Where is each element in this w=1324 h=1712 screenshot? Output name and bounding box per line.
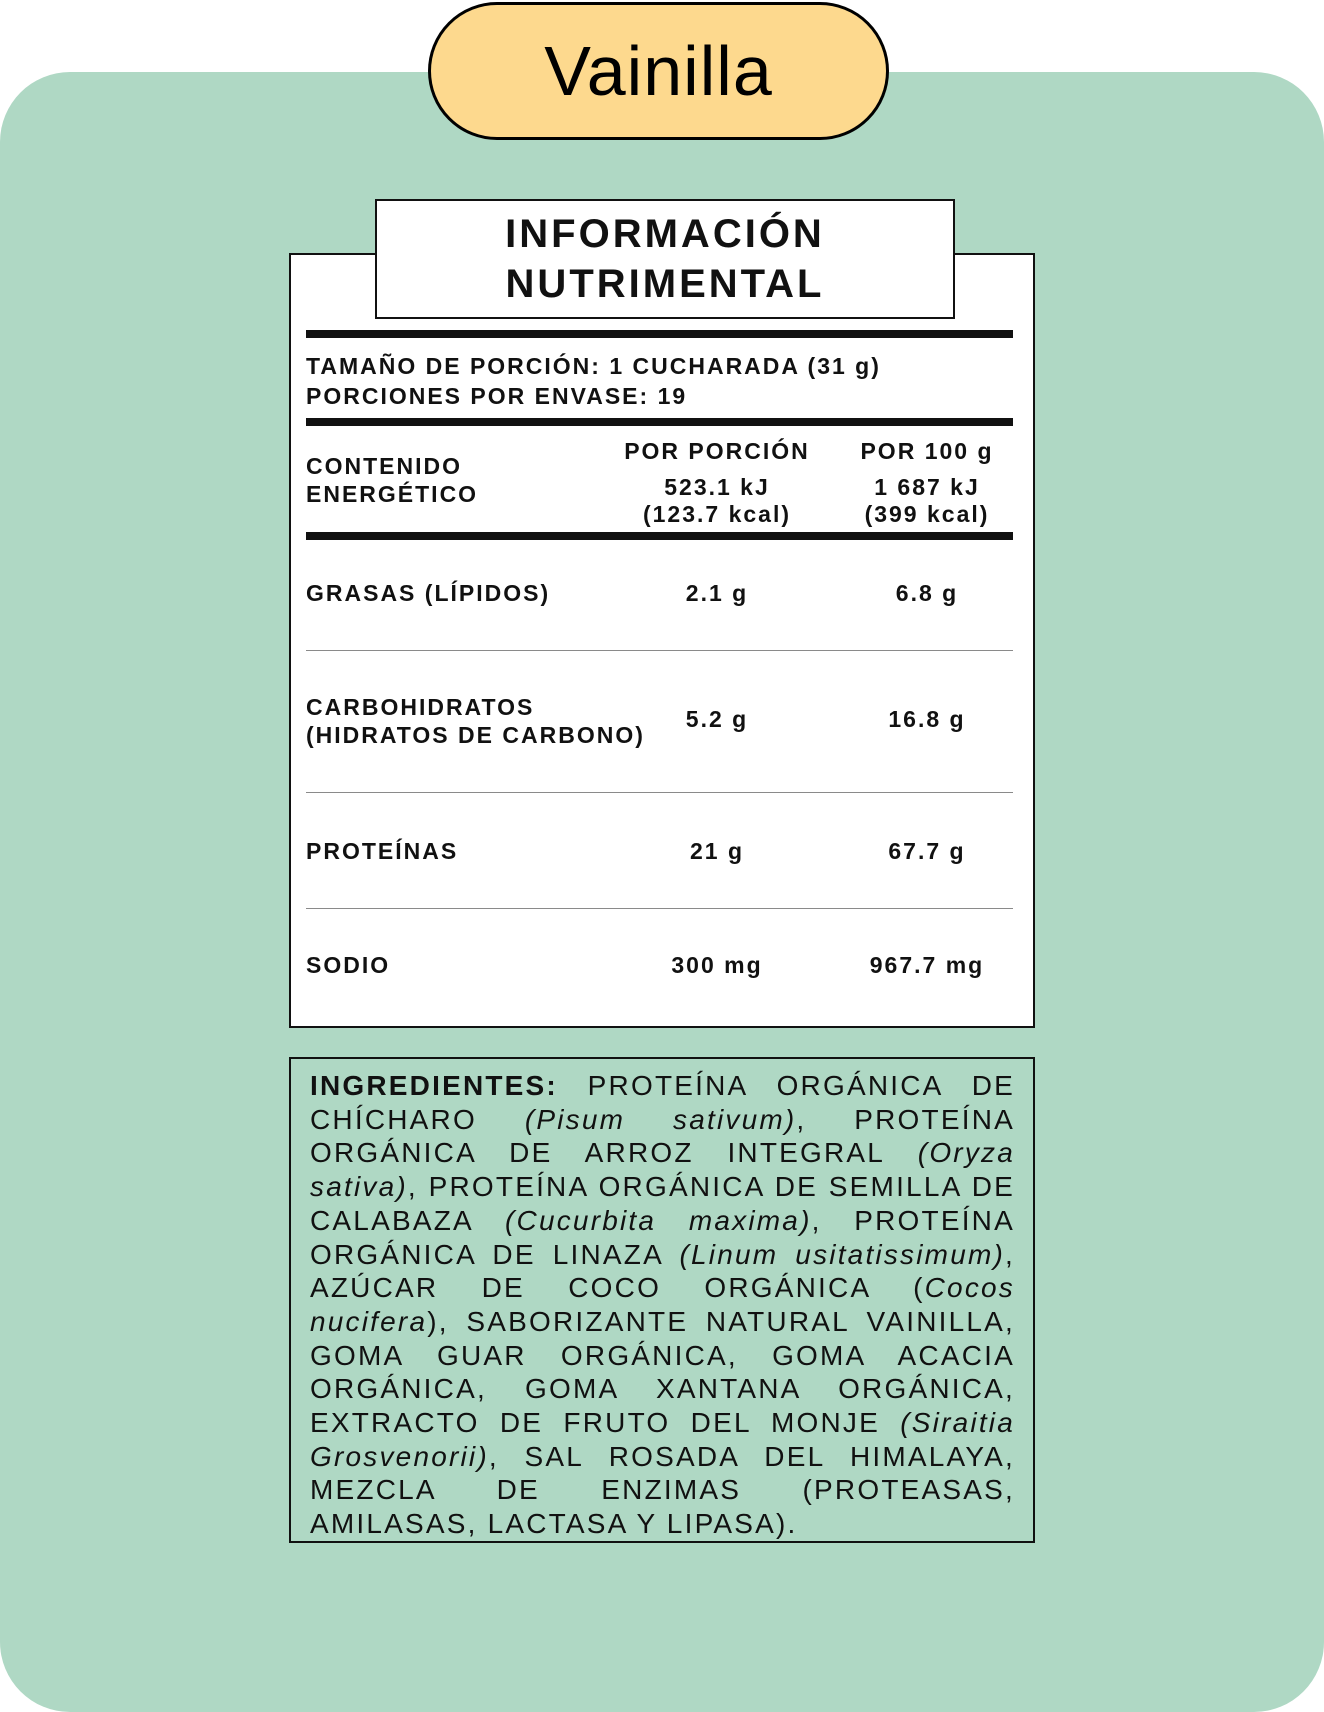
energy-per-100g-kj: 1 687 kJ <box>874 474 980 500</box>
ingredient-segment: (Linum usitatissimum) <box>679 1238 1006 1270</box>
nutrient-fats-per-100g: 6.8 g <box>895 580 959 606</box>
ingredient-segment: , PROTEÍNA ORGÁNICA DE LINAZA <box>310 1204 1015 1270</box>
nutrient-carbs-per-100g: 16.8 g <box>888 706 966 732</box>
nutrient-carbs-label-line-2: (HIDRATOS DE CARBONO) <box>306 722 645 748</box>
row-divider <box>306 792 1013 793</box>
nutrient-sodium-label: SODIO <box>306 952 391 978</box>
ingredient-segment: (Pisum sativum) <box>524 1103 797 1135</box>
ingredient-segment: (Siraitia Grosvenorii) <box>310 1407 1015 1472</box>
ingredients-heading: INGREDIENTES: <box>310 1070 558 1101</box>
row-divider <box>306 908 1013 909</box>
flavor-name: Vainilla <box>544 32 773 110</box>
energy-label-line-2: ENERGÉTICO <box>306 481 479 507</box>
serving-size: TAMAÑO DE PORCIÓN: 1 CUCHARADA (31 g) <box>306 353 881 379</box>
ingredient-segment: (Oryza sativa) <box>310 1137 1015 1203</box>
ingredient-segment: , PROTEÍNA ORGÁNICA DE SEMILLA DE CALABAZA <box>310 1171 1015 1236</box>
energy-per-serving-kj: 523.1 kJ <box>664 474 770 500</box>
energy-label-line-1: CONTENIDO <box>306 453 462 479</box>
ingredient-segment: Cocos nucifera <box>310 1272 1015 1337</box>
column-header-per-100g: POR 100 g <box>860 438 994 464</box>
divider-energy <box>306 532 1013 540</box>
ingredient-segment: PROTEÍNA ORGÁNICA DE CHÍCHARO <box>310 1070 1015 1135</box>
energy-per-100g-kcal: (399 kcal) <box>864 501 990 527</box>
nutrient-sodium-per-serving: 300 mg <box>671 952 763 978</box>
ingredient-segment: (Cucurbita maxima) <box>505 1204 812 1236</box>
ingredient-segment: , AZÚCAR DE COCO ORGÁNICA ( <box>310 1238 1015 1304</box>
flavor-badge <box>428 2 889 140</box>
nutrient-fats-per-serving: 2.1 g <box>685 580 749 606</box>
ingredient-segment: ), SABORIZANTE NATURAL VAINILLA, GOMA GUAR ORGÁNICA, GOMA ACACIA ORGÁNICA, GOMA XANTANA ORGÁNICA, EXTRACTO DE FRUTO DEL MONJE <box>310 1305 1015 1439</box>
energy-per-serving-kcal: (123.7 kcal) <box>642 501 792 527</box>
divider-top <box>306 330 1013 338</box>
title-line-1: INFORMACIÓN <box>505 212 825 256</box>
nutrient-fats-label: GRASAS (LÍPIDOS) <box>306 580 551 606</box>
nutrient-protein-per-serving: 21 g <box>689 838 745 864</box>
divider-serving <box>306 418 1013 426</box>
title-line-2: NUTRIMENTAL <box>505 262 825 306</box>
ingredient-segment: , SAL ROSADA DEL HIMALAYA, MEZCLA DE ENZIMAS (PROTEASAS, AMILASAS, LACTASA Y LIPASA). <box>310 1440 1015 1540</box>
nutrient-sodium-per-100g: 967.7 mg <box>869 952 985 978</box>
ingredient-segment: , PROTEÍNA ORGÁNICA DE ARROZ INTEGRAL <box>310 1103 1015 1169</box>
ingredients-box <box>289 1057 1035 1543</box>
ingredients-text <box>310 1069 1015 1541</box>
column-header-per-serving: POR PORCIÓN <box>624 438 810 464</box>
row-divider <box>306 650 1013 651</box>
nutrient-protein-per-100g: 67.7 g <box>888 838 966 864</box>
servings-per-container: PORCIONES POR ENVASE: 19 <box>306 383 688 409</box>
nutrient-carbs-label: CARBOHIDRATOS <box>306 694 535 720</box>
nutrient-carbs-per-serving: 5.2 g <box>685 706 749 732</box>
nutrient-protein-label: PROTEÍNAS <box>306 838 459 864</box>
nutrition-title <box>375 199 955 319</box>
